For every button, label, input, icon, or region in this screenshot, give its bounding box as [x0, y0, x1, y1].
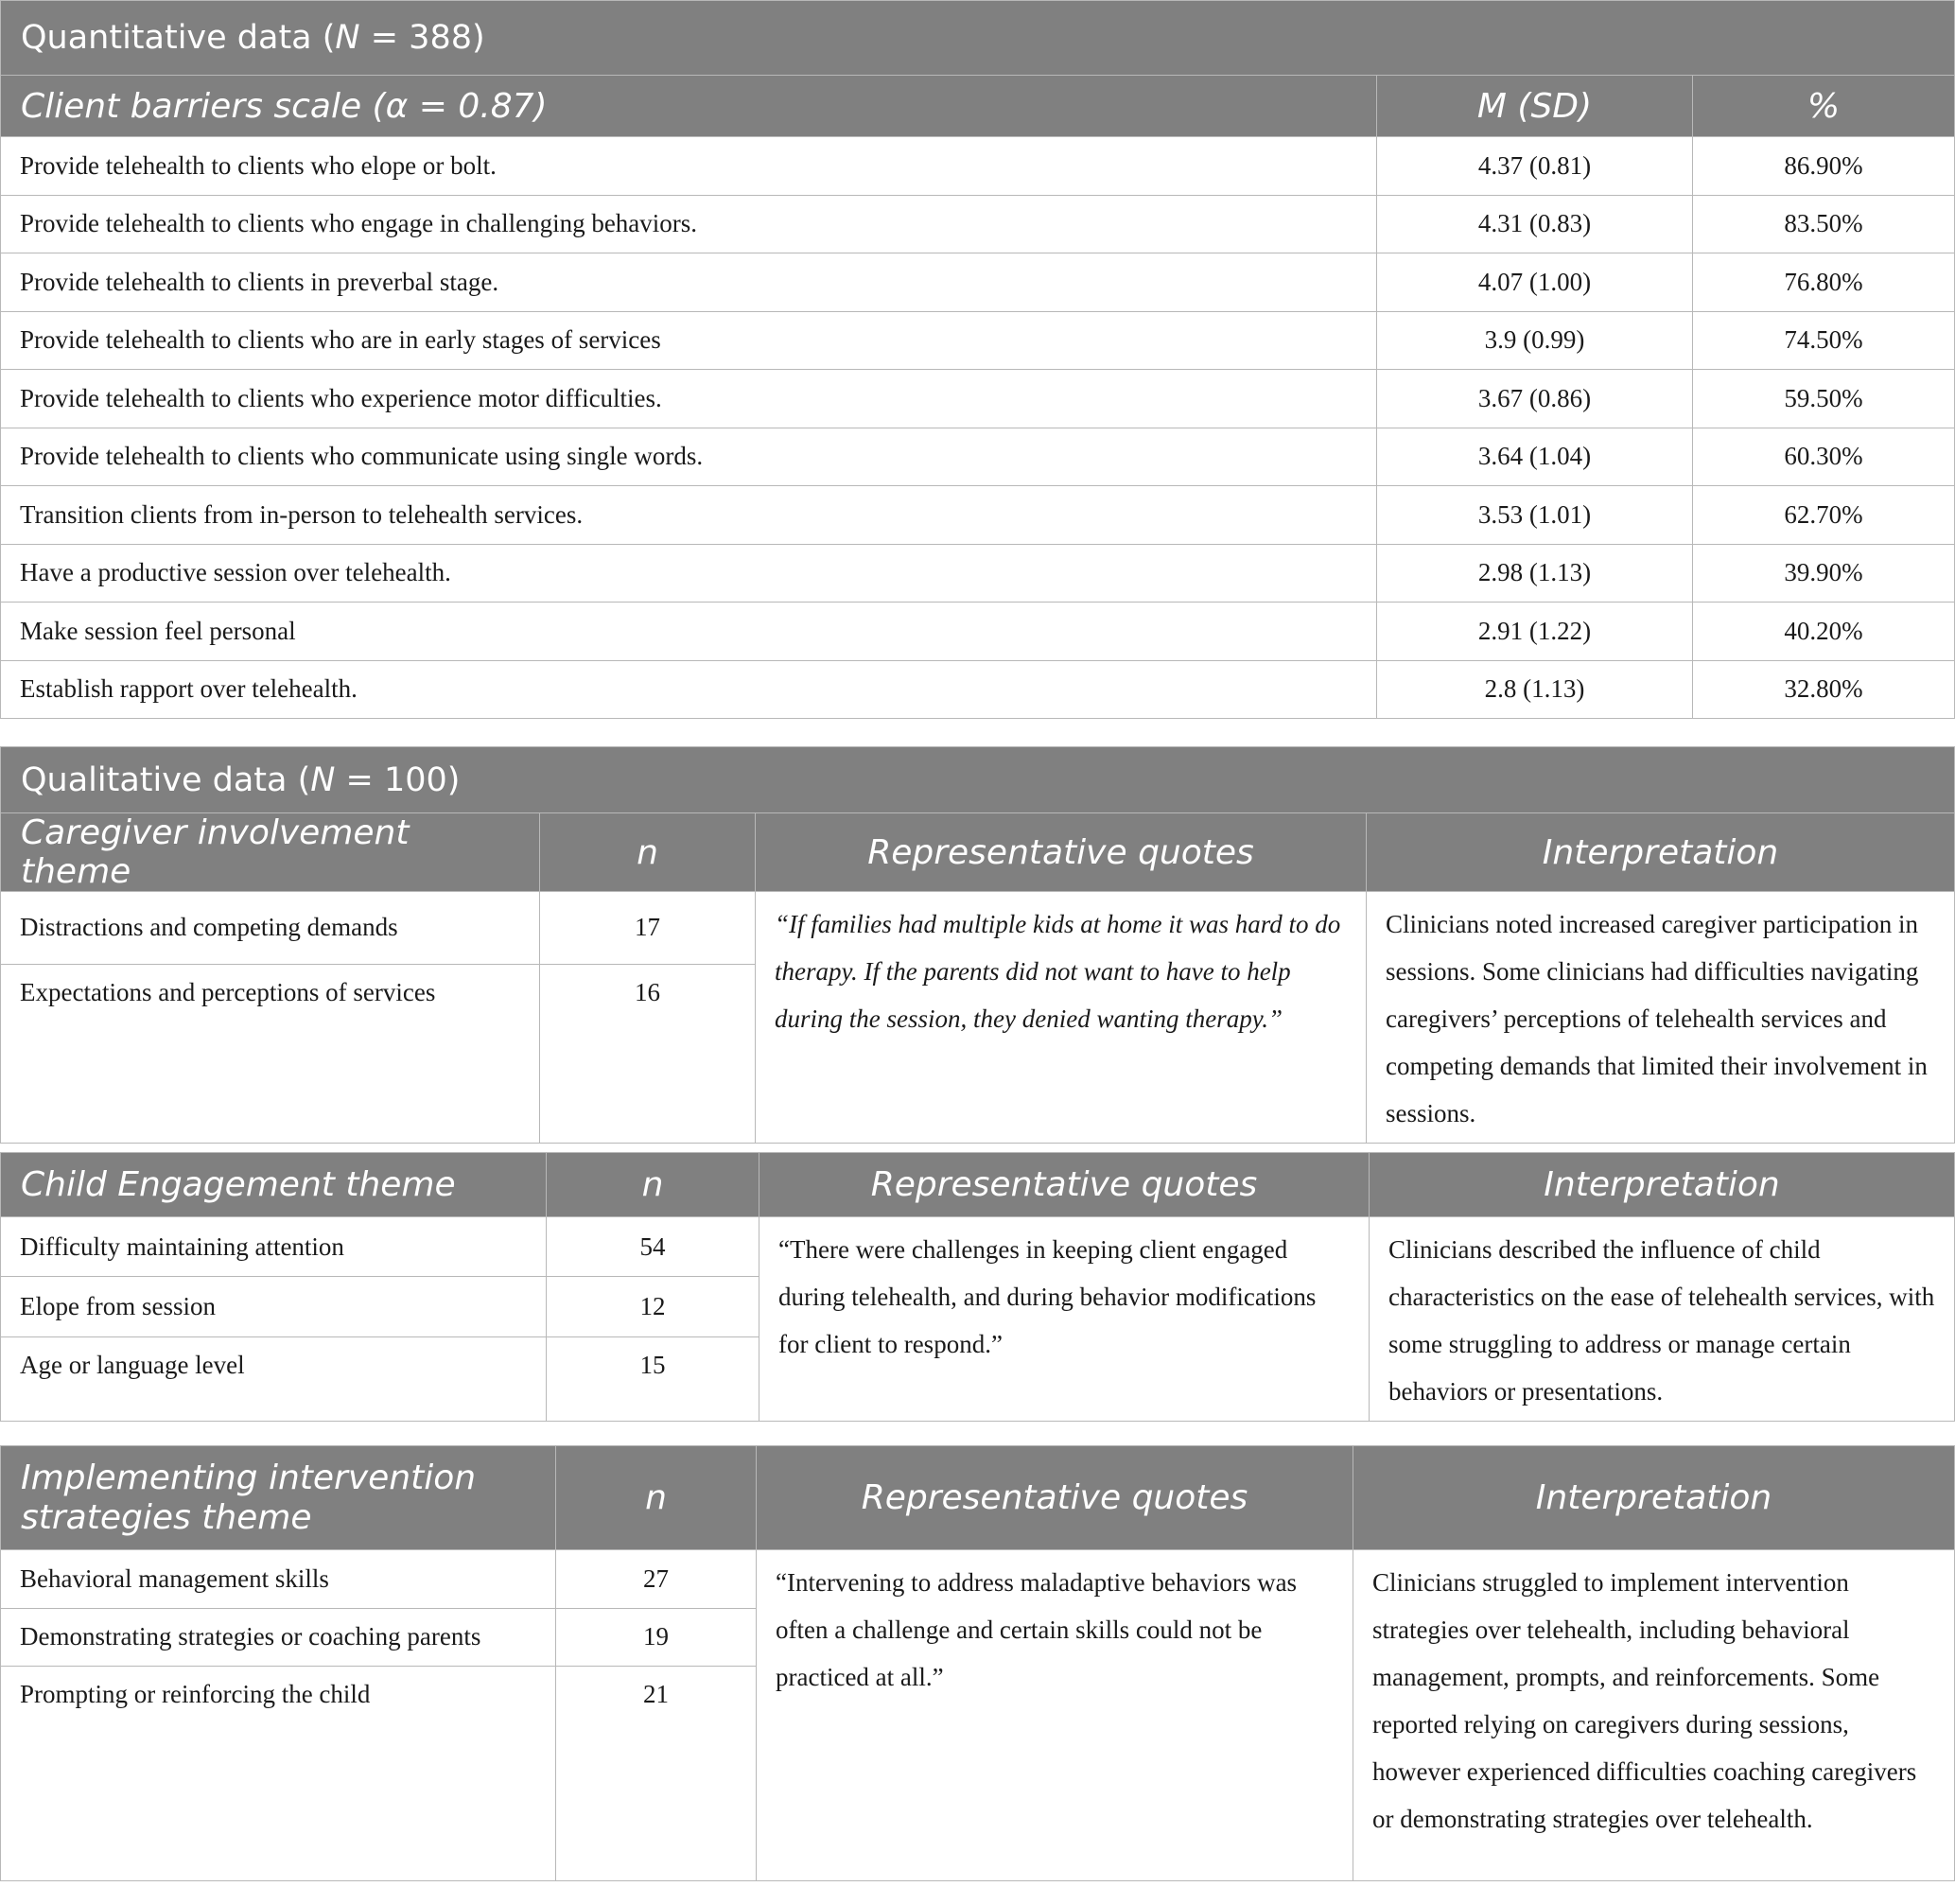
scale-header: Client barriers scale (α = 0.87): [1, 76, 1377, 137]
subtheme-label: Difficulty maintaining attention: [1, 1217, 547, 1277]
percent-value: 40.20%: [1693, 603, 1955, 661]
interpretation-column-header: Interpretation: [1353, 1446, 1955, 1550]
table-row: [1, 311, 1955, 370]
subtheme-label: Elope from session: [1, 1277, 547, 1336]
percent-value: 86.90%: [1693, 137, 1955, 196]
barrier-item: Establish rapport over telehealth.: [1, 660, 1377, 719]
interpretation-text: Clinicians described the influence of child characteristics on the ease of telehealth services, with some struggling to address or manage certain behaviors or presentations.: [1370, 1217, 1955, 1422]
subtheme-count: 19: [556, 1608, 757, 1667]
table-row: [1, 892, 1955, 965]
barrier-item: Provide telehealth to clients who communicate using single words.: [1, 428, 1377, 486]
barrier-item: Provide telehealth to clients who experience motor difficulties.: [1, 370, 1377, 428]
implementing-theme-header: Implementing intervention strategies theme: [1, 1446, 556, 1550]
mean-sd-value: 4.07 (1.00): [1377, 253, 1693, 312]
table-row: [1, 486, 1955, 545]
quotes-column-header: Representative quotes: [757, 1446, 1353, 1550]
mean-sd-value: 2.91 (1.22): [1377, 603, 1693, 661]
table-row: [1, 137, 1955, 196]
mean-sd-value: 2.98 (1.13): [1377, 544, 1693, 603]
mean-sd-value: 3.9 (0.99): [1377, 311, 1693, 370]
interpretation-column-header: Interpretation: [1370, 1153, 1955, 1217]
interpretation-text: Clinicians struggled to implement intervention strategies over telehealth, including behavioral management, prompts, and reinforcements. Some reported relying on caregivers during sessions, however experienced difficulties coaching caregivers or demonstrating strategies over telehealth.: [1353, 1550, 1955, 1881]
quantitative-table: [0, 0, 1955, 719]
mean-sd-value: 3.64 (1.04): [1377, 428, 1693, 486]
percent-value: 76.80%: [1693, 253, 1955, 312]
subtheme-count: 27: [556, 1550, 757, 1609]
caregiver-theme-header: Caregiver involvement theme: [1, 813, 540, 892]
subtheme-count: 16: [540, 964, 756, 1037]
subtheme-count: 54: [547, 1217, 759, 1277]
n-column-header: n: [547, 1153, 759, 1217]
subtheme-count: 17: [540, 892, 756, 965]
msd-column-header: M (SD): [1377, 76, 1693, 137]
percent-value: 62.70%: [1693, 486, 1955, 545]
interpretation-text: Clinicians noted increased caregiver participation in sessions. Some clinicians had difficulties navigating caregivers’ perceptions of telehealth services and competing demands that limited their involvement in sessions.: [1367, 892, 1955, 1144]
subtheme-label: Prompting or reinforcing the child: [1, 1667, 556, 1725]
table-row: [1, 370, 1955, 428]
subtheme-count: 15: [547, 1336, 759, 1422]
mean-sd-value: 4.37 (0.81): [1377, 137, 1693, 196]
representative-quote: “There were challenges in keeping client engaged during telehealth, and during behavior modifications for client to respond.”: [759, 1217, 1370, 1422]
percent-value: 83.50%: [1693, 195, 1955, 253]
table-row: [1, 428, 1955, 486]
subtheme-label: Age or language level: [1, 1336, 547, 1422]
table-row: [1, 603, 1955, 661]
representative-quote: “If families had multiple kids at home it was hard to do therapy. If the parents did not want to have to help during the session, they denied wanting therapy.”: [756, 892, 1367, 1144]
barrier-item: Provide telehealth to clients who engage in challenging behaviors.: [1, 195, 1377, 253]
table-row: [1, 253, 1955, 312]
qualitative-child-table: [0, 1152, 1955, 1422]
barrier-item: Transition clients from in-person to telehealth services.: [1, 486, 1377, 545]
quantitative-section-title: Quantitative data (N = 388): [1, 1, 1955, 76]
percent-value: 59.50%: [1693, 370, 1955, 428]
subtheme-label: Behavioral management skills: [1, 1550, 556, 1609]
quotes-column-header: Representative quotes: [756, 813, 1367, 892]
table-row: [1, 195, 1955, 253]
n-column-header: n: [540, 813, 756, 892]
percent-value: 39.90%: [1693, 544, 1955, 603]
percent-column-header: %: [1693, 76, 1955, 137]
percent-value: 60.30%: [1693, 428, 1955, 486]
subtheme-label: Distractions and competing demands: [1, 892, 540, 965]
barrier-item: Provide telehealth to clients in preverbal stage.: [1, 253, 1377, 312]
qualitative-caregiver-table: [0, 746, 1955, 1144]
n-column-header: n: [556, 1446, 757, 1550]
mean-sd-value: 4.31 (0.83): [1377, 195, 1693, 253]
quotes-column-header: Representative quotes: [759, 1153, 1370, 1217]
representative-quote: “Intervening to address maladaptive behaviors was often a challenge and certain skills could not be practiced at all.”: [757, 1550, 1353, 1881]
qualitative-section-title: Qualitative data (N = 100): [1, 747, 1955, 813]
child-theme-header: Child Engagement theme: [1, 1153, 547, 1217]
barrier-item: Provide telehealth to clients who elope or bolt.: [1, 137, 1377, 196]
percent-value: 74.50%: [1693, 311, 1955, 370]
table-row: [1, 660, 1955, 719]
table-row: [1, 544, 1955, 603]
subtheme-count: 21: [556, 1667, 757, 1725]
interpretation-column-header: Interpretation: [1367, 813, 1955, 892]
barrier-item: Make session feel personal: [1, 603, 1377, 661]
subtheme-count: 12: [547, 1277, 759, 1336]
mean-sd-value: 3.53 (1.01): [1377, 486, 1693, 545]
mean-sd-value: 3.67 (0.86): [1377, 370, 1693, 428]
subtheme-label: Demonstrating strategies or coaching parents: [1, 1608, 556, 1667]
table-row: [1, 1550, 1955, 1609]
barrier-item: Provide telehealth to clients who are in early stages of services: [1, 311, 1377, 370]
table-row: [1, 1217, 1955, 1277]
percent-value: 32.80%: [1693, 660, 1955, 719]
qualitative-implementing-table: [0, 1445, 1955, 1881]
subtheme-label: Expectations and perceptions of services: [1, 964, 540, 1037]
mean-sd-value: 2.8 (1.13): [1377, 660, 1693, 719]
barrier-item: Have a productive session over telehealth.: [1, 544, 1377, 603]
